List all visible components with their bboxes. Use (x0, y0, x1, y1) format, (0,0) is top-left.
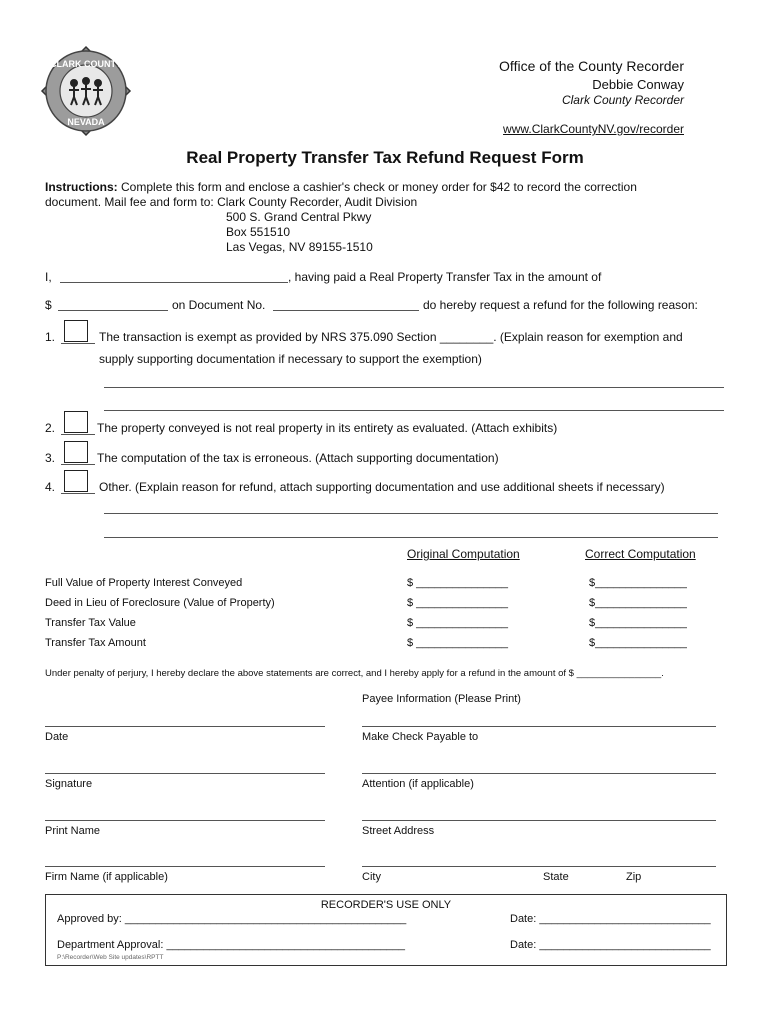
payee-header: Payee Information (Please Print) (362, 693, 521, 705)
reason-4-explain-line2[interactable] (104, 537, 718, 538)
reason-2-checkbox[interactable] (64, 411, 88, 433)
website-link[interactable]: www.ClarkCountyNV.gov/recorder (503, 122, 684, 136)
document-label: on Document No. (172, 298, 266, 312)
signature-field[interactable] (45, 773, 325, 774)
date-2-field[interactable]: Date: ____________________________ (510, 939, 711, 951)
svg-text:CLARK COUNTY: CLARK COUNTY (50, 59, 122, 69)
reason-3-text: The computation of the tax is erroneous. (Attach supporting documentation) (97, 451, 499, 465)
reason-3-checkbox[interactable] (64, 441, 88, 463)
reason-1-explain-line2[interactable] (104, 410, 724, 411)
recorders-use-box (45, 894, 727, 966)
recorder-name: Debbie Conway (592, 77, 684, 92)
date-label: Date (45, 731, 69, 743)
comp-row-1-original[interactable]: $ _______________ (407, 577, 508, 589)
instructions-line1 (45, 180, 637, 194)
comp-row-2-correct[interactable]: $_______________ (589, 597, 687, 609)
reason-1-number: 1. (45, 330, 56, 344)
comp-row-3-correct[interactable]: $_______________ (589, 617, 687, 629)
reason-2-underline (61, 434, 95, 435)
comp-row-3-label: Transfer Tax Value (45, 617, 136, 629)
form-title: Real Property Transfer Tax Refund Request Form (186, 148, 584, 167)
reason-3-underline (61, 464, 95, 465)
recorder-role: Clark County Recorder (561, 93, 684, 107)
comp-row-3-original[interactable]: $ _______________ (407, 617, 508, 629)
payable-to-field[interactable] (362, 726, 716, 727)
city-state-zip-field[interactable] (362, 866, 716, 867)
firm-name-label: Firm Name (if applicable) (45, 871, 168, 883)
comp-row-2-label: Deed in Lieu of Foreclosure (Value of Property) (45, 597, 275, 609)
state-label: State (543, 871, 569, 883)
address-line3: Las Vegas, NV 89155-1510 (226, 240, 373, 254)
address-line2: Box 551510 (226, 225, 291, 239)
signature-label: Signature (45, 778, 93, 790)
date-field[interactable] (45, 726, 325, 727)
zip-label: Zip (626, 871, 642, 883)
address-line1: 500 S. Grand Central Pkwy (226, 210, 372, 224)
comp-row-4-original[interactable]: $ _______________ (407, 637, 508, 649)
comp-row-4-label: Transfer Tax Amount (45, 637, 146, 649)
comp-row-4-correct[interactable]: $_______________ (589, 637, 687, 649)
comp-row-2-original[interactable]: $ _______________ (407, 597, 508, 609)
reason-1-underline (61, 343, 95, 344)
comp-row-1-correct[interactable]: $_______________ (589, 577, 687, 589)
reason-1-text2: supply supporting documentation if necessary to support the exemption) (99, 352, 482, 366)
amount-prefix: $ (45, 298, 52, 312)
street-address-label: Street Address (362, 825, 435, 837)
payable-to-label: Make Check Payable to (362, 731, 479, 743)
approved-by-field[interactable]: Approved by: ______________________________________________ (57, 913, 407, 925)
instructions-line2: document. Mail fee and form to: Clark County Recorder, Audit Division (45, 195, 418, 209)
svg-text:NEVADA: NEVADA (67, 117, 105, 127)
department-approval-field[interactable]: Department Approval: _______________________________________ (57, 939, 406, 951)
print-name-label: Print Name (45, 825, 101, 837)
reason-3-number: 3. (45, 451, 56, 465)
attention-label: Attention (if applicable) (362, 778, 474, 790)
comp-row-1-label: Full Value of Property Interest Conveyed (45, 577, 243, 589)
city-label: City (362, 871, 381, 883)
reason-4-text: Other. (Explain reason for refund, attach supporting documentation and use additional sheets if necessary) (99, 480, 665, 494)
instructions-text1: Complete this form and enclose a cashier's check or money order for $42 to record the correction (121, 180, 637, 194)
amount-field[interactable] (58, 310, 168, 311)
document-number-field[interactable] (273, 310, 419, 311)
county-seal-icon (40, 45, 132, 137)
original-computation-header: Original Computation (407, 547, 520, 561)
reason-2-number: 2. (45, 421, 56, 435)
name-field[interactable] (60, 282, 288, 283)
reason-4-number: 4. (45, 480, 56, 494)
print-name-field[interactable] (45, 820, 325, 821)
office-title: Office of the County Recorder (499, 58, 684, 74)
reason-1-explain-line1[interactable] (104, 387, 724, 388)
reason-1-checkbox[interactable] (64, 320, 88, 342)
street-address-field[interactable] (362, 820, 716, 821)
reason-4-underline (61, 493, 95, 494)
firm-name-field[interactable] (45, 866, 325, 867)
recorders-use-title: RECORDER'S USE ONLY (320, 899, 452, 911)
reason-4-checkbox[interactable] (64, 470, 88, 492)
date-1-field[interactable]: Date: ____________________________ (510, 913, 711, 925)
reason-1-text: The transaction is exempt as provided by NRS 375.090 Section ________. (Explain reason for exemption and (99, 330, 683, 344)
correct-computation-header: Correct Computation (585, 547, 696, 561)
clark-county-logo (40, 45, 132, 137)
reason-2-text: The property conveyed is not real property in its entirety as evaluated. (Attach exhibits) (97, 421, 558, 435)
perjury-statement: Under penalty of perjury, I hereby declare the above statements are correct, and I hereby apply for a refund in the amount of $ ________________. (45, 668, 664, 679)
file-path-footer: P:\Recorder\Web Site updates\RPTT (57, 954, 164, 961)
attention-field[interactable] (362, 773, 716, 774)
reason-4-explain-line1[interactable] (104, 513, 718, 514)
declaration-prefix: I, (45, 270, 52, 284)
refund-reason-text: do hereby request a refund for the following reason: (423, 298, 698, 312)
declaration-suffix: , having paid a Real Property Transfer Tax in the amount of (288, 270, 602, 284)
instructions-label: Instructions: (45, 180, 118, 194)
